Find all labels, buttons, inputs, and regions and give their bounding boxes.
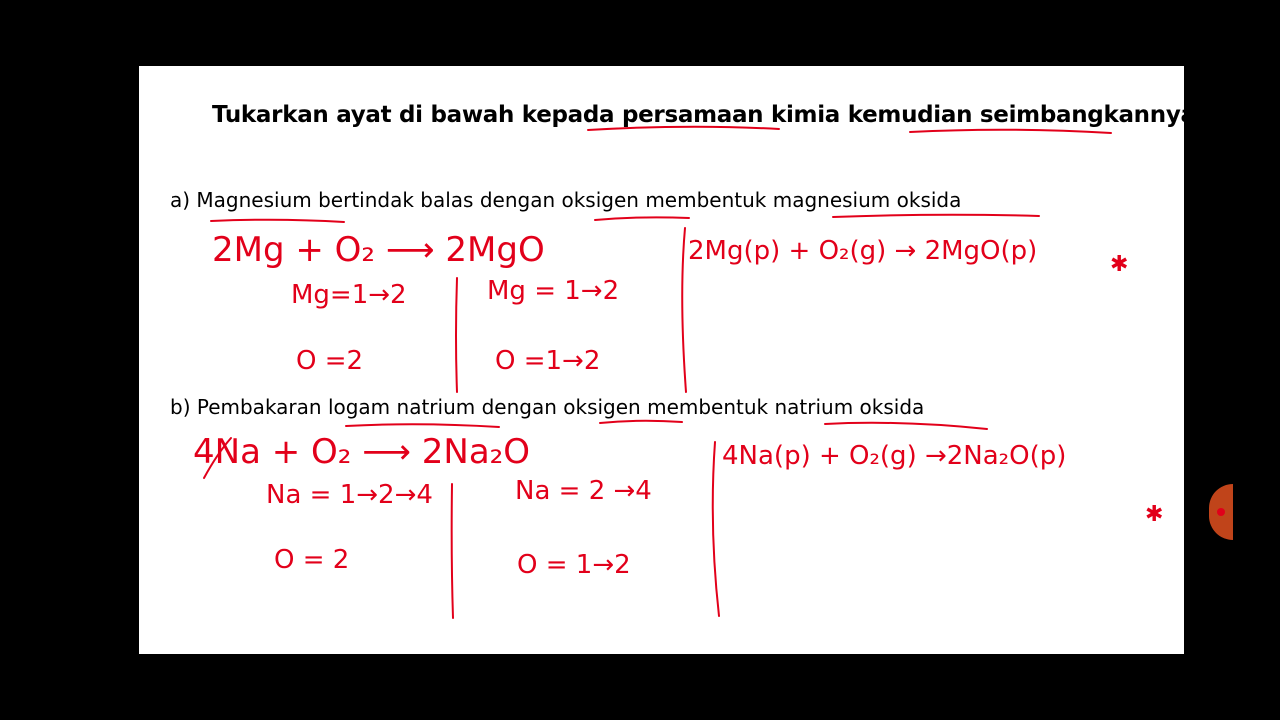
hw-b-equation: 4Na + O₂ ⟶ 2Na₂O: [193, 432, 531, 472]
underline-natrium-oksida: [825, 423, 987, 429]
question-a: a) Magnesium bertindak balas dengan oksigen membentuk magnesium oksida: [170, 188, 962, 212]
divider-b-1: [452, 484, 453, 618]
hw-b-right-na: Na = 2 →4: [515, 476, 652, 506]
hw-a-equation: 2Mg + O₂ ⟶ 2MgO: [212, 230, 545, 270]
divider-b-2: [713, 442, 719, 616]
record-dot-icon: [1217, 508, 1225, 516]
underline-magnesium: [211, 220, 344, 222]
underline-seimbangkannya: [910, 130, 1111, 133]
strike-coefficient: [204, 438, 231, 478]
handwriting-strokes: [139, 66, 1184, 654]
page-title: Tukarkan ayat di bawah kepada persamaan kimia kemudian seimbangkannya.: [212, 102, 1205, 128]
underline-oksigen-b: [600, 421, 682, 423]
hw-a-right-mg: Mg = 1→2: [487, 276, 620, 306]
underline-oksigen-a: [595, 217, 689, 220]
underline-magnesium-oksida: [833, 215, 1039, 217]
hw-a-final: 2Mg(p) + O₂(g) → 2MgO(p): [688, 236, 1038, 266]
divider-a-1: [456, 278, 457, 392]
hw-b-right-o: O = 1→2: [517, 550, 631, 580]
underline-persamaan-kimia: [588, 127, 779, 130]
hw-b-left-na: Na = 1→2→4: [266, 480, 433, 510]
hw-b-mark: ✱: [1145, 502, 1164, 527]
hw-a-right-o: O =1→2: [495, 346, 601, 376]
hw-b-final: 4Na(p) + O₂(g) →2Na₂O(p): [722, 441, 1067, 471]
hw-a-mark: ✱: [1110, 252, 1129, 277]
hw-a-left-mg: Mg=1→2: [291, 280, 407, 310]
divider-a-2: [682, 228, 686, 392]
webcam-overlay: [1209, 484, 1233, 540]
question-b: b) Pembakaran logam natrium dengan oksigen membentuk natrium oksida: [170, 395, 925, 419]
hw-b-left-o: O = 2: [274, 545, 350, 575]
underline-logam-natrium: [346, 424, 499, 427]
hw-a-left-o: O =2: [296, 346, 364, 376]
slide: [139, 66, 1205, 654]
